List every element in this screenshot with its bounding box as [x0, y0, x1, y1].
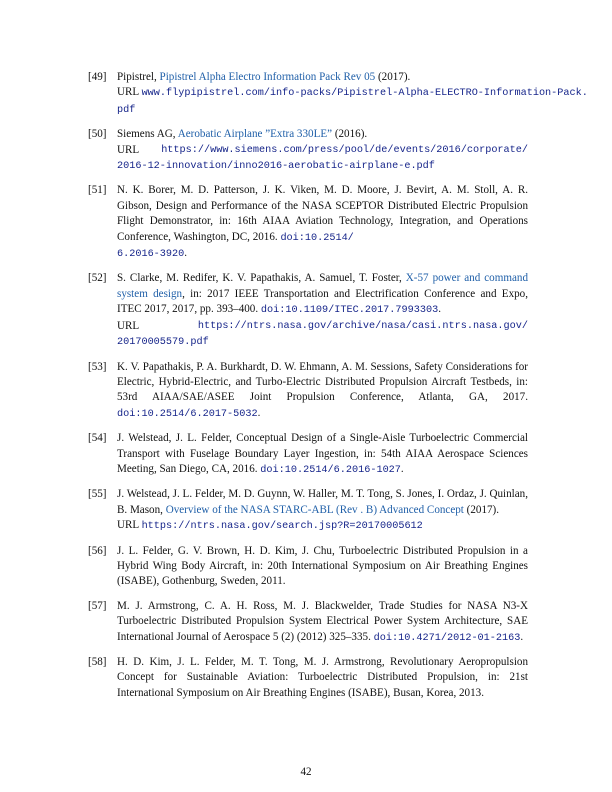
reference-55 — [88, 487, 528, 534]
reference-56 — [88, 544, 528, 590]
url-link[interactable]: www.flypipistrel.com/info-packs/Pipistrel-Alpha-ELECTRO-Information-Pack. — [141, 88, 588, 100]
reference-number: [53] — [88, 360, 107, 373]
url-link[interactable]: https://www.siemens.com/press/pool/de/events/2016/corporate/ — [161, 144, 528, 156]
doi-link[interactable]: doi:10.2514/6.2016-1027 — [260, 464, 401, 476]
reference-51 — [88, 183, 528, 262]
doi-link[interactable]: doi:10.2514/6.2017-5032 — [117, 408, 258, 420]
reference-text: M. J. Armstrong, C. A. H. Ross, M. J. Blackwelder, Trade Studies for NASA N3-X Turboelectric Distributed Propulsion System Electrical Power System Architecture, SAE International Journal of Aerospace 5 (2) (2012) 325–335. — [117, 599, 528, 643]
reference-text: , in: 2017 IEEE Transportation and Electrification Conference and Expo, ITEC 2017, 2017, pp. 393–400. — [117, 287, 528, 316]
reference-text: J. Welstead, J. L. Felder, Conceptual Design of a Single-Aisle Turboelectric Commercial Transport with Fuselage Boundary Layer Ingestion, in: 54th AIAA Aerospace Sciences Meeting, San Diego, CA, 2016. — [117, 432, 528, 475]
reference-text: Siemens AG, — [117, 128, 178, 141]
page-number: 42 — [300, 766, 312, 778]
url-link-continued[interactable]: pdf — [117, 104, 136, 116]
reference-text: N. K. Borer, M. D. Patterson, J. K. Viken, M. D. Moore, J. Bevirt, A. M. Stoll, A. R. Gibson, Design and Performance of the NASA SCEPTOR Distributed Electric Propulsion Flight Demonstrator, in: 16th AIAA Aviation Technology, Integration, and Operations Conference, Washington, DC, 2016. — [117, 184, 528, 243]
url-link-continued[interactable]: 2016-12-innovation/inno2016-aerobatic-airplane-e.pdf — [117, 161, 435, 173]
reference-text: H. D. Kim, J. L. Felder, M. T. Tong, M. J. Armstrong, Revolutionary Aeropropulsion Concept for Sustainable Aviation: Turboelectric Distributed Propulsion, in: 21st International Symposium on Air Breathing Engines (ISABE), Busan, Korea, 2013. — [117, 656, 528, 699]
doi-link[interactable]: doi:10.1109/ITEC.2017.7993303 — [260, 305, 439, 317]
reference-57 — [88, 599, 528, 646]
reference-number: [54] — [88, 432, 107, 445]
reference-text: S. Clarke, M. Redifer, K. V. Papathakis, A. Samuel, T. Foster, — [117, 272, 406, 285]
reference-number: [52] — [88, 272, 107, 285]
reference-number: [50] — [88, 128, 107, 141]
reference-53 — [88, 360, 528, 423]
punctuation: . — [257, 406, 261, 419]
reference-50 — [88, 127, 528, 174]
doi-link[interactable]: doi:10.4271/2012-01-2163 — [373, 632, 521, 644]
reference-title-link[interactable]: Aerobatic Airplane ”Extra 330LE” — [177, 128, 333, 141]
reference-number: [49] — [88, 71, 107, 83]
url-link-continued[interactable]: 20170005579.pdf — [117, 337, 209, 349]
reference-number: [56] — [88, 544, 107, 557]
reference-58 — [88, 655, 528, 701]
reference-number: [51] — [88, 184, 107, 197]
punctuation: . — [438, 303, 441, 316]
punctuation: . — [400, 462, 404, 475]
reference-text: (2017). — [375, 71, 411, 83]
reference-number: [57] — [88, 599, 107, 612]
punctuation: . — [184, 247, 188, 260]
url-label: URL — [117, 143, 140, 156]
reference-title-link[interactable]: Overview of the NASA STARC-ABL (Rev . B) Advanced Concept — [165, 503, 464, 516]
reference-number: [58] — [88, 656, 107, 668]
reference-text: J. Welstead, J. L. Felder, M. D. Guynn, W. Haller, M. T. Tong, S. Jones, I. Ordaz, J. Quinlan, B. Mason, — [117, 488, 528, 516]
doi-link-continued[interactable]: 6.2016-3920 — [117, 249, 185, 261]
reference-text: J. L. Felder, G. V. Brown, H. D. Kim, J. Chu, Turboelectric Distributed Propulsion in a Hybrid Wing Body Aircraft, in: 20th International Symposium on Air Breathing Engines (ISABE), Gothenburg, Sweden, 2011. — [117, 544, 528, 588]
reference-text: (2017). — [463, 503, 500, 516]
reference-list — [88, 70, 588, 710]
reference-number: [55] — [88, 488, 107, 501]
url-label: URL — [117, 319, 140, 332]
url-label: URL — [117, 86, 139, 99]
reference-52 — [88, 271, 528, 350]
reference-text: (2016). — [332, 128, 368, 141]
doi-link[interactable]: doi:10.2514/ — [280, 232, 354, 244]
url-label: URL — [117, 519, 139, 532]
reference-49 — [88, 70, 588, 118]
reference-title-link[interactable]: X-57 power and command system design — [117, 272, 528, 300]
reference-54 — [88, 431, 528, 478]
punctuation: . — [520, 630, 524, 643]
reference-text: K. V. Papathakis, P. A. Burkhardt, D. W. Ehmann, A. M. Sessions, Safety Considerations for Electric, Hybrid-Electric, and Turbo-Electric Distributed Propulsion Aircraft Testbeds, in: 53rd AIAA/SAE/ASEE Joint Propulsion Conference, Atlanta, GA, 2017. — [117, 360, 528, 404]
reference-title-link[interactable]: Pipistrel Alpha Electro Information Pack Rev 05 — [159, 71, 376, 83]
reference-text: Pipistrel, — [117, 71, 160, 83]
url-link[interactable]: https://ntrs.nasa.gov/search.jsp?R=20170005612 — [141, 521, 423, 533]
url-link[interactable]: https://ntrs.nasa.gov/archive/nasa/casi.ntrs.nasa.gov/ — [197, 320, 528, 332]
